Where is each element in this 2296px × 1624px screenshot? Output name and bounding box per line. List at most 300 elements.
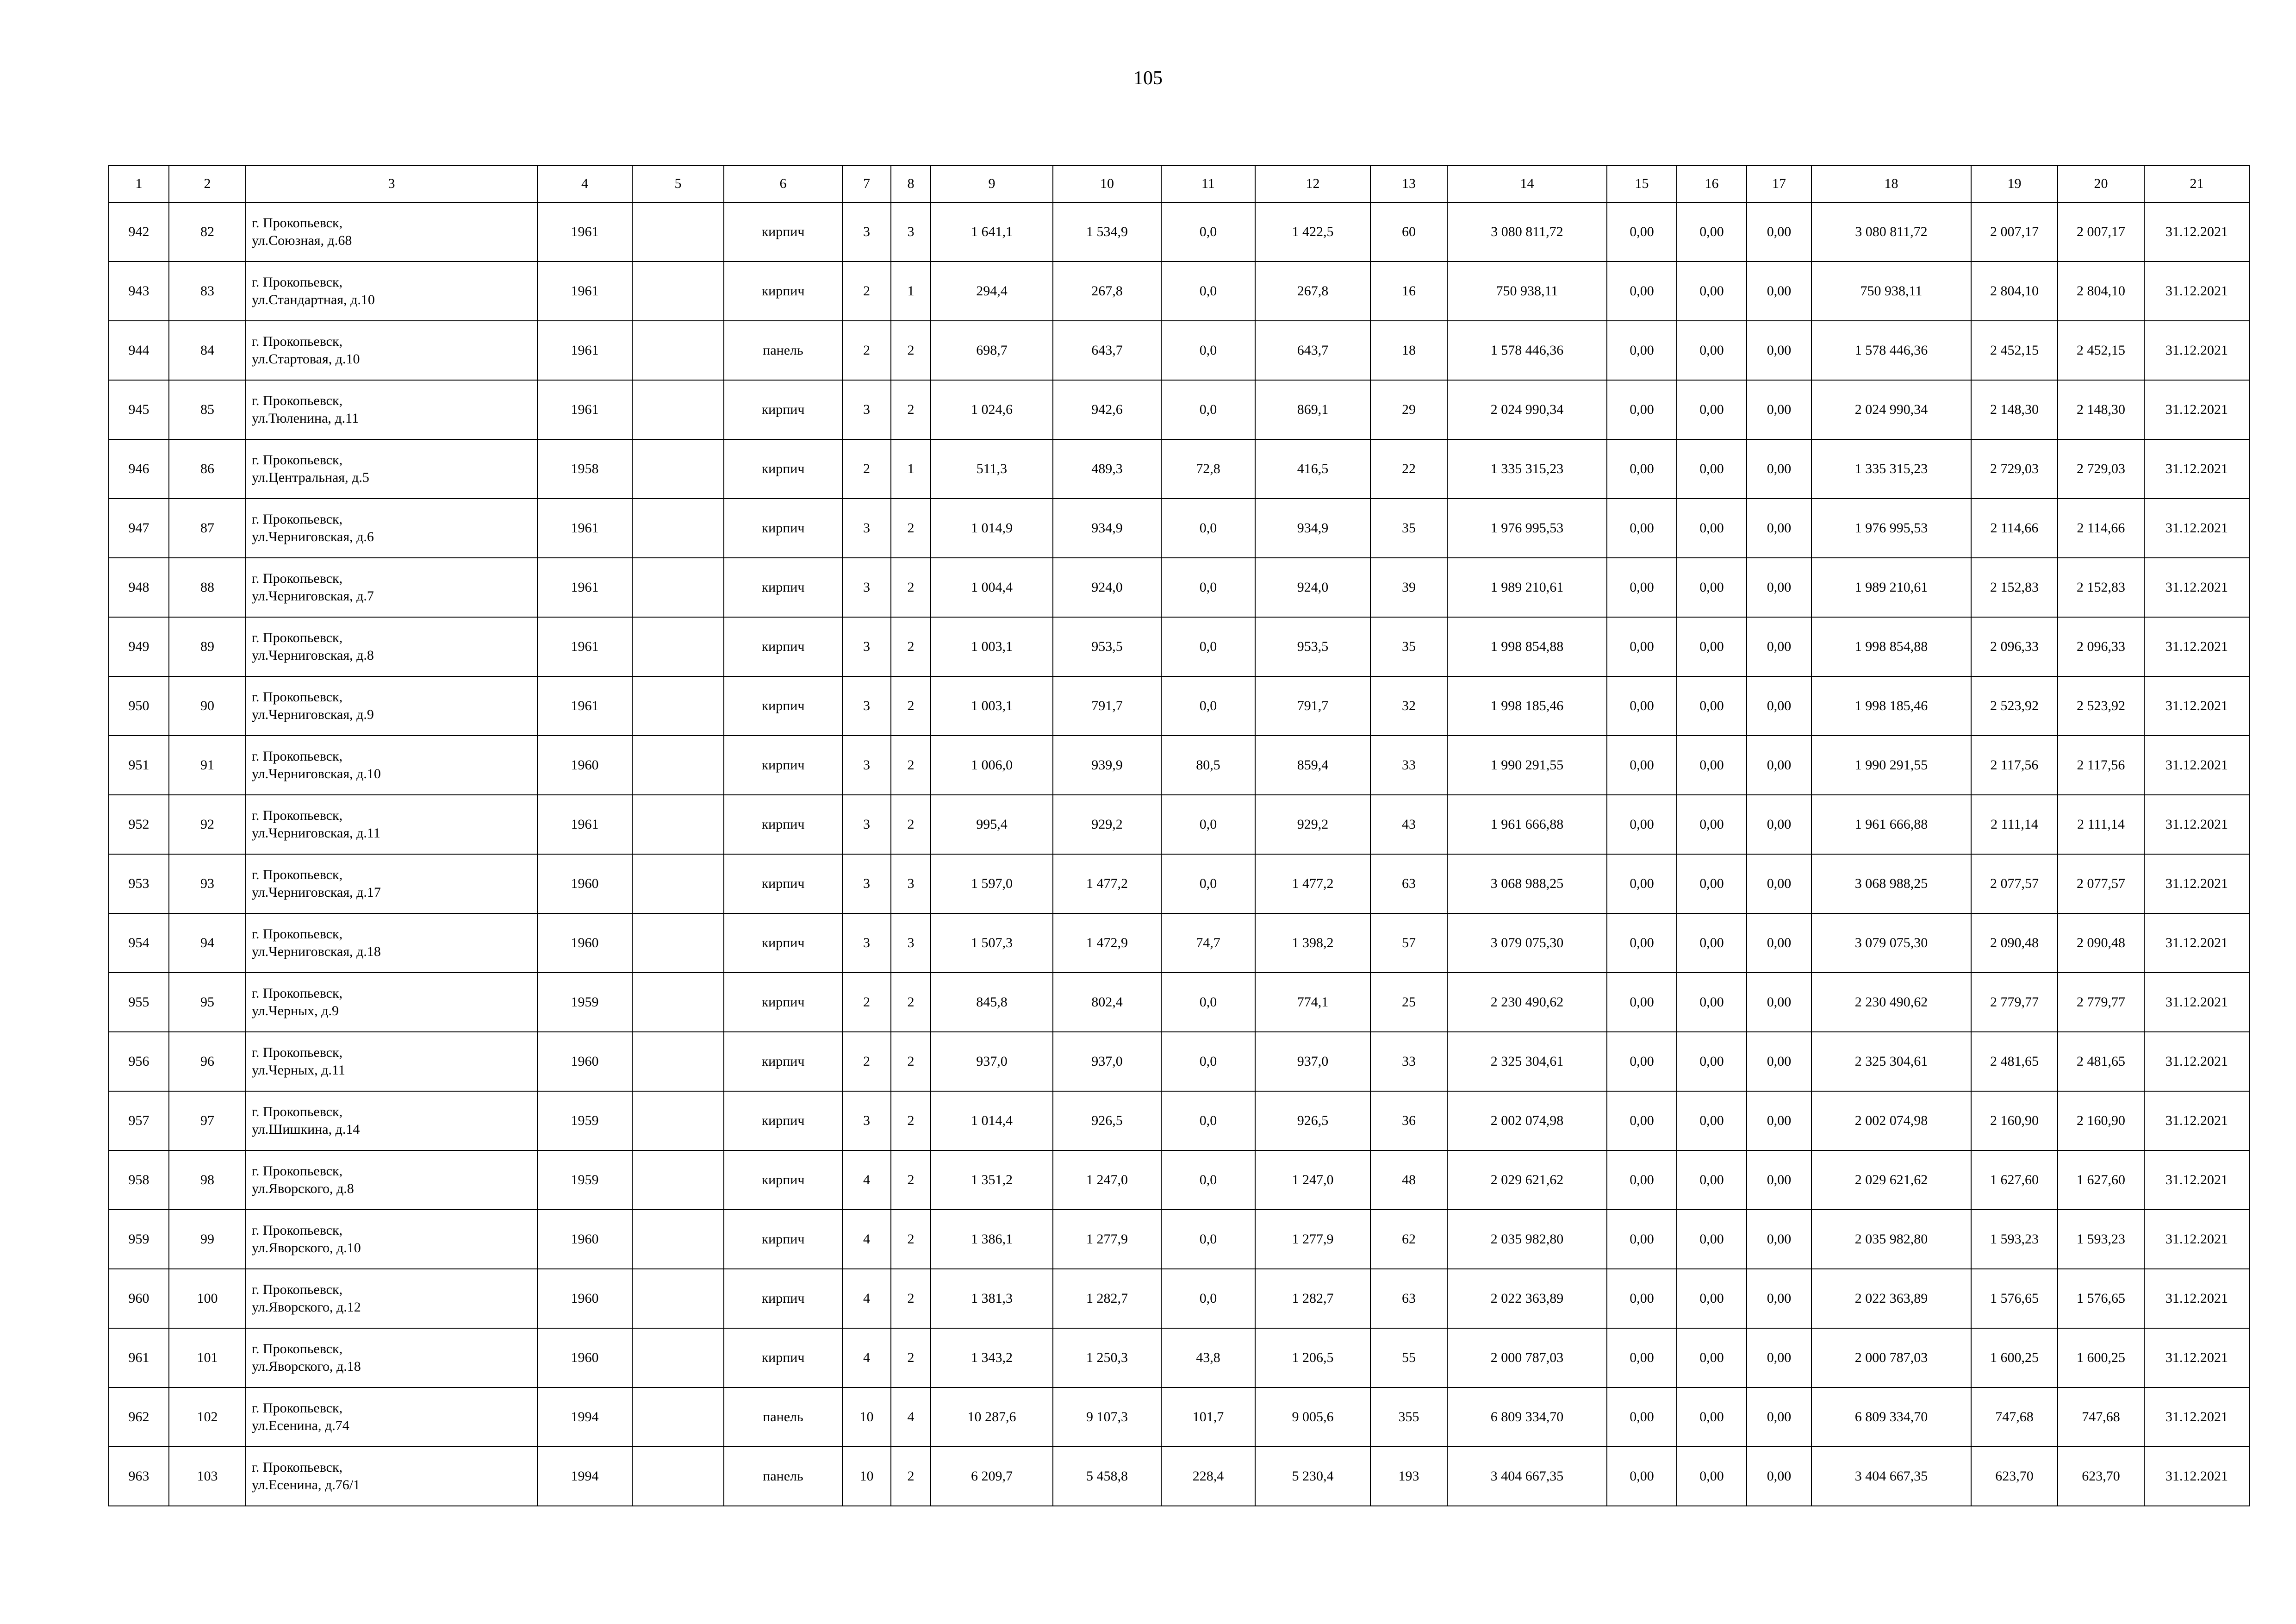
built-year: 1960	[537, 736, 632, 795]
total-cost: 2 022 363,89	[1447, 1269, 1607, 1328]
built-year: 1961	[537, 202, 632, 262]
living-area: 9 107,3	[1053, 1387, 1161, 1447]
residents: 39	[1370, 558, 1447, 617]
column-header-6: 6	[724, 165, 842, 202]
total-area: 511,3	[931, 439, 1053, 499]
floors: 3	[842, 854, 891, 913]
max-cost-per-m2: 1 576,65	[2058, 1269, 2144, 1328]
other-cost: 0,00	[1747, 499, 1811, 558]
col-5	[632, 795, 724, 854]
other-cost: 0,00	[1747, 558, 1811, 617]
address-street: ул.Черниговская, д.18	[252, 944, 381, 959]
built-year: 1961	[537, 262, 632, 321]
fund-cost: 0,00	[1607, 676, 1677, 736]
total-area: 1 006,0	[931, 736, 1053, 795]
col-5	[632, 439, 724, 499]
fund-cost: 0,00	[1607, 854, 1677, 913]
total-area: 1 381,3	[931, 1269, 1053, 1328]
col-5	[632, 262, 724, 321]
fund-cost: 0,00	[1607, 1328, 1677, 1387]
local-number: 94	[169, 913, 246, 973]
table-row	[109, 736, 2249, 795]
total-area: 1 014,9	[931, 499, 1053, 558]
col-5	[632, 1150, 724, 1210]
address-street: ул.Шишкина, д.14	[252, 1122, 360, 1137]
living-area: 802,4	[1053, 973, 1161, 1032]
col-5	[632, 1328, 724, 1387]
local-number: 100	[169, 1269, 246, 1328]
row-number: 946	[109, 439, 169, 499]
residential-area: 934,9	[1255, 499, 1370, 558]
budget-cost: 0,00	[1677, 795, 1747, 854]
other-cost: 0,00	[1747, 439, 1811, 499]
table-row	[109, 676, 2249, 736]
residents: 32	[1370, 676, 1447, 736]
budget-cost: 0,00	[1677, 1269, 1747, 1328]
local-number: 83	[169, 262, 246, 321]
residential-area: 1 277,9	[1255, 1210, 1370, 1269]
column-header-18: 18	[1811, 165, 1971, 202]
residential-area: 791,7	[1255, 676, 1370, 736]
living-area: 929,2	[1053, 795, 1161, 854]
other-cost: 0,00	[1747, 1387, 1811, 1447]
local-number: 102	[169, 1387, 246, 1447]
other-cost: 0,00	[1747, 913, 1811, 973]
budget-cost: 0,00	[1677, 1091, 1747, 1150]
entrances: 3	[891, 913, 931, 973]
column-header-10: 10	[1053, 165, 1161, 202]
floors: 2	[842, 973, 891, 1032]
living-area: 267,8	[1053, 262, 1161, 321]
column-header-7: 7	[842, 165, 891, 202]
built-year: 1960	[537, 854, 632, 913]
total-area: 1 386,1	[931, 1210, 1053, 1269]
living-area: 643,7	[1053, 321, 1161, 380]
living-area: 1 282,7	[1053, 1269, 1161, 1328]
residents: 25	[1370, 973, 1447, 1032]
entrances: 2	[891, 736, 931, 795]
deadline: 31.12.2021	[2144, 321, 2249, 380]
local-number: 82	[169, 202, 246, 262]
column-header-17: 17	[1747, 165, 1811, 202]
address-street: ул.Тюленина, д.11	[252, 411, 359, 426]
address-city: г. Прокопьевск,	[252, 867, 343, 882]
address-street: ул.Черниговская, д.6	[252, 529, 374, 544]
living-area: 5 458,8	[1053, 1447, 1161, 1506]
residential-area: 267,8	[1255, 262, 1370, 321]
residents: 33	[1370, 736, 1447, 795]
column-header-11: 11	[1161, 165, 1255, 202]
deadline: 31.12.2021	[2144, 439, 2249, 499]
fund-cost: 0,00	[1607, 262, 1677, 321]
other-cost: 0,00	[1747, 973, 1811, 1032]
built-year: 1960	[537, 1269, 632, 1328]
wall-material: кирпич	[724, 262, 842, 321]
floors: 2	[842, 439, 891, 499]
other-cost: 0,00	[1747, 1210, 1811, 1269]
column-header-4: 4	[537, 165, 632, 202]
total-area: 1 014,4	[931, 1091, 1053, 1150]
col-5	[632, 1447, 724, 1506]
fund-cost: 0,00	[1607, 736, 1677, 795]
built-year: 1960	[537, 1032, 632, 1091]
nonliving-area: 0,0	[1161, 1269, 1255, 1328]
wall-material: кирпич	[724, 1269, 842, 1328]
other-cost: 0,00	[1747, 202, 1811, 262]
table-row	[109, 854, 2249, 913]
wall-material: кирпич	[724, 202, 842, 262]
cost-per-m2: 2 152,83	[1971, 558, 2058, 617]
floors: 10	[842, 1387, 891, 1447]
residential-area: 5 230,4	[1255, 1447, 1370, 1506]
entrances: 2	[891, 1210, 931, 1269]
deadline: 31.12.2021	[2144, 736, 2249, 795]
max-cost-per-m2: 2 452,15	[2058, 321, 2144, 380]
budget-cost: 0,00	[1677, 1150, 1747, 1210]
living-area: 1 472,9	[1053, 913, 1161, 973]
address-city: г. Прокопьевск,	[252, 1282, 343, 1297]
address-city: г. Прокопьевск,	[252, 1460, 343, 1475]
residents: 22	[1370, 439, 1447, 499]
address	[246, 1269, 537, 1328]
col-5	[632, 676, 724, 736]
fund-cost: 0,00	[1607, 1387, 1677, 1447]
local-number: 101	[169, 1328, 246, 1387]
owner-cost: 1 578 446,36	[1811, 321, 1971, 380]
max-cost-per-m2: 2 114,66	[2058, 499, 2144, 558]
owner-cost: 3 404 667,35	[1811, 1447, 1971, 1506]
nonliving-area: 0,0	[1161, 321, 1255, 380]
row-number: 959	[109, 1210, 169, 1269]
deadline: 31.12.2021	[2144, 676, 2249, 736]
living-area: 1 247,0	[1053, 1150, 1161, 1210]
max-cost-per-m2: 747,68	[2058, 1387, 2144, 1447]
max-cost-per-m2: 1 627,60	[2058, 1150, 2144, 1210]
row-number: 943	[109, 262, 169, 321]
other-cost: 0,00	[1747, 262, 1811, 321]
col-5	[632, 913, 724, 973]
col-5	[632, 736, 724, 795]
budget-cost: 0,00	[1677, 499, 1747, 558]
nonliving-area: 0,0	[1161, 558, 1255, 617]
built-year: 1961	[537, 558, 632, 617]
total-cost: 2 230 490,62	[1447, 973, 1607, 1032]
other-cost: 0,00	[1747, 795, 1811, 854]
cost-per-m2: 2 729,03	[1971, 439, 2058, 499]
total-area: 1 351,2	[931, 1150, 1053, 1210]
entrances: 2	[891, 1269, 931, 1328]
local-number: 87	[169, 499, 246, 558]
total-cost: 2 029 621,62	[1447, 1150, 1607, 1210]
max-cost-per-m2: 1 593,23	[2058, 1210, 2144, 1269]
cost-per-m2: 2 090,48	[1971, 913, 2058, 973]
residential-area: 9 005,6	[1255, 1387, 1370, 1447]
wall-material: кирпич	[724, 1032, 842, 1091]
col-5	[632, 973, 724, 1032]
nonliving-area: 0,0	[1161, 1032, 1255, 1091]
cost-per-m2: 1 576,65	[1971, 1269, 2058, 1328]
total-cost: 1 989 210,61	[1447, 558, 1607, 617]
entrances: 2	[891, 617, 931, 676]
entrances: 2	[891, 676, 931, 736]
other-cost: 0,00	[1747, 1269, 1811, 1328]
entrances: 2	[891, 1150, 931, 1210]
nonliving-area: 0,0	[1161, 1150, 1255, 1210]
entrances: 4	[891, 1387, 931, 1447]
row-number: 945	[109, 380, 169, 439]
floors: 4	[842, 1269, 891, 1328]
entrances: 3	[891, 202, 931, 262]
cost-per-m2: 2 117,56	[1971, 736, 2058, 795]
fund-cost: 0,00	[1607, 321, 1677, 380]
address-street: ул.Яворского, д.12	[252, 1299, 361, 1315]
floors: 3	[842, 676, 891, 736]
total-cost: 1 998 854,88	[1447, 617, 1607, 676]
deadline: 31.12.2021	[2144, 1210, 2249, 1269]
residential-area: 643,7	[1255, 321, 1370, 380]
budget-cost: 0,00	[1677, 439, 1747, 499]
cost-per-m2: 2 779,77	[1971, 973, 2058, 1032]
residents: 62	[1370, 1210, 1447, 1269]
total-area: 10 287,6	[931, 1387, 1053, 1447]
address-city: г. Прокопьевск,	[252, 986, 343, 1001]
nonliving-area: 228,4	[1161, 1447, 1255, 1506]
column-header-5: 5	[632, 165, 724, 202]
total-cost: 1 578 446,36	[1447, 321, 1607, 380]
wall-material: кирпич	[724, 854, 842, 913]
built-year: 1961	[537, 676, 632, 736]
address	[246, 736, 537, 795]
living-area: 1 250,3	[1053, 1328, 1161, 1387]
built-year: 1961	[537, 321, 632, 380]
address-street: ул.Черниговская, д.8	[252, 648, 374, 663]
floors: 2	[842, 321, 891, 380]
residential-area: 924,0	[1255, 558, 1370, 617]
total-cost: 2 024 990,34	[1447, 380, 1607, 439]
address	[246, 1328, 537, 1387]
other-cost: 0,00	[1747, 617, 1811, 676]
table-row	[109, 973, 2249, 1032]
owner-cost: 3 068 988,25	[1811, 854, 1971, 913]
living-area: 1 534,9	[1053, 202, 1161, 262]
max-cost-per-m2: 2 481,65	[2058, 1032, 2144, 1091]
max-cost-per-m2: 2 523,92	[2058, 676, 2144, 736]
row-number: 948	[109, 558, 169, 617]
floors: 3	[842, 558, 891, 617]
buildings-table	[108, 165, 2250, 1506]
max-cost-per-m2: 2 779,77	[2058, 973, 2144, 1032]
other-cost: 0,00	[1747, 321, 1811, 380]
living-area: 489,3	[1053, 439, 1161, 499]
other-cost: 0,00	[1747, 380, 1811, 439]
entrances: 3	[891, 854, 931, 913]
deadline: 31.12.2021	[2144, 262, 2249, 321]
table-row	[109, 262, 2249, 321]
residents: 29	[1370, 380, 1447, 439]
address	[246, 1387, 537, 1447]
built-year: 1994	[537, 1387, 632, 1447]
address-street: ул.Черных, д.9	[252, 1003, 339, 1018]
address	[246, 676, 537, 736]
address-street: ул.Союзная, д.68	[252, 233, 352, 248]
deadline: 31.12.2021	[2144, 202, 2249, 262]
address	[246, 913, 537, 973]
fund-cost: 0,00	[1607, 439, 1677, 499]
other-cost: 0,00	[1747, 676, 1811, 736]
owner-cost: 3 079 075,30	[1811, 913, 1971, 973]
other-cost: 0,00	[1747, 1032, 1811, 1091]
cost-per-m2: 1 593,23	[1971, 1210, 2058, 1269]
wall-material: кирпич	[724, 736, 842, 795]
wall-material: кирпич	[724, 1091, 842, 1150]
built-year: 1961	[537, 795, 632, 854]
owner-cost: 2 024 990,34	[1811, 380, 1971, 439]
floors: 4	[842, 1150, 891, 1210]
fund-cost: 0,00	[1607, 202, 1677, 262]
wall-material: кирпич	[724, 1210, 842, 1269]
total-cost: 3 079 075,30	[1447, 913, 1607, 973]
other-cost: 0,00	[1747, 1328, 1811, 1387]
budget-cost: 0,00	[1677, 1387, 1747, 1447]
max-cost-per-m2: 2 148,30	[2058, 380, 2144, 439]
address	[246, 262, 537, 321]
address-city: г. Прокопьевск,	[252, 275, 343, 290]
entrances: 2	[891, 973, 931, 1032]
fund-cost: 0,00	[1607, 380, 1677, 439]
address-city: г. Прокопьевск,	[252, 808, 343, 823]
table-row	[109, 439, 2249, 499]
address	[246, 617, 537, 676]
residents: 33	[1370, 1032, 1447, 1091]
residents: 43	[1370, 795, 1447, 854]
floors: 10	[842, 1447, 891, 1506]
table-row	[109, 795, 2249, 854]
page-number: 105	[1133, 68, 1163, 89]
wall-material: кирпич	[724, 499, 842, 558]
address	[246, 558, 537, 617]
living-area: 934,9	[1053, 499, 1161, 558]
residents: 18	[1370, 321, 1447, 380]
cost-per-m2: 2 148,30	[1971, 380, 2058, 439]
row-number: 949	[109, 617, 169, 676]
residents: 35	[1370, 617, 1447, 676]
owner-cost: 1 990 291,55	[1811, 736, 1971, 795]
owner-cost: 1 998 854,88	[1811, 617, 1971, 676]
table-row	[109, 913, 2249, 973]
budget-cost: 0,00	[1677, 1328, 1747, 1387]
col-5	[632, 558, 724, 617]
residential-area: 937,0	[1255, 1032, 1370, 1091]
nonliving-area: 43,8	[1161, 1328, 1255, 1387]
table-row	[109, 1032, 2249, 1091]
address-street: ул.Черниговская, д.10	[252, 766, 381, 781]
address-street: ул.Есенина, д.74	[252, 1418, 349, 1433]
fund-cost: 0,00	[1607, 913, 1677, 973]
deadline: 31.12.2021	[2144, 795, 2249, 854]
deadline: 31.12.2021	[2144, 380, 2249, 439]
budget-cost: 0,00	[1677, 676, 1747, 736]
address	[246, 1032, 537, 1091]
owner-cost: 2 230 490,62	[1811, 973, 1971, 1032]
residential-area: 929,2	[1255, 795, 1370, 854]
max-cost-per-m2: 2 077,57	[2058, 854, 2144, 913]
address-street: ул.Черниговская, д.11	[252, 825, 380, 841]
column-header-20: 20	[2058, 165, 2144, 202]
local-number: 85	[169, 380, 246, 439]
nonliving-area: 80,5	[1161, 736, 1255, 795]
cost-per-m2: 747,68	[1971, 1387, 2058, 1447]
cost-per-m2: 2 007,17	[1971, 202, 2058, 262]
address-city: г. Прокопьевск,	[252, 571, 343, 586]
nonliving-area: 101,7	[1161, 1387, 1255, 1447]
owner-cost: 1 998 185,46	[1811, 676, 1971, 736]
fund-cost: 0,00	[1607, 795, 1677, 854]
cost-per-m2: 2 804,10	[1971, 262, 2058, 321]
column-header-1: 1	[109, 165, 169, 202]
total-area: 698,7	[931, 321, 1053, 380]
owner-cost: 2 035 982,80	[1811, 1210, 1971, 1269]
budget-cost: 0,00	[1677, 973, 1747, 1032]
total-area: 1 507,3	[931, 913, 1053, 973]
residents: 57	[1370, 913, 1447, 973]
built-year: 1961	[537, 380, 632, 439]
owner-cost: 1 335 315,23	[1811, 439, 1971, 499]
address-street: ул.Яворского, д.8	[252, 1181, 354, 1196]
local-number: 95	[169, 973, 246, 1032]
cost-per-m2: 1 600,25	[1971, 1328, 2058, 1387]
row-number: 944	[109, 321, 169, 380]
entrances: 2	[891, 1032, 931, 1091]
other-cost: 0,00	[1747, 736, 1811, 795]
total-area: 1 004,4	[931, 558, 1053, 617]
cost-per-m2: 2 077,57	[1971, 854, 2058, 913]
local-number: 88	[169, 558, 246, 617]
local-number: 93	[169, 854, 246, 913]
fund-cost: 0,00	[1607, 1210, 1677, 1269]
owner-cost: 750 938,11	[1811, 262, 1971, 321]
cost-per-m2: 2 111,14	[1971, 795, 2058, 854]
residential-area: 1 206,5	[1255, 1328, 1370, 1387]
total-area: 1 343,2	[931, 1328, 1053, 1387]
column-header-2: 2	[169, 165, 246, 202]
fund-cost: 0,00	[1607, 973, 1677, 1032]
address	[246, 973, 537, 1032]
budget-cost: 0,00	[1677, 913, 1747, 973]
residential-area: 1 398,2	[1255, 913, 1370, 973]
wall-material: кирпич	[724, 380, 842, 439]
column-header-9: 9	[931, 165, 1053, 202]
total-area: 294,4	[931, 262, 1053, 321]
total-area: 1 641,1	[931, 202, 1053, 262]
built-year: 1961	[537, 499, 632, 558]
address-city: г. Прокопьевск,	[252, 452, 343, 468]
fund-cost: 0,00	[1607, 499, 1677, 558]
max-cost-per-m2: 1 600,25	[2058, 1328, 2144, 1387]
floors: 3	[842, 617, 891, 676]
nonliving-area: 0,0	[1161, 262, 1255, 321]
row-number: 960	[109, 1269, 169, 1328]
other-cost: 0,00	[1747, 1447, 1811, 1506]
residents: 63	[1370, 854, 1447, 913]
cost-per-m2: 2 481,65	[1971, 1032, 2058, 1091]
living-area: 1 277,9	[1053, 1210, 1161, 1269]
deadline: 31.12.2021	[2144, 854, 2249, 913]
local-number: 89	[169, 617, 246, 676]
living-area: 939,9	[1053, 736, 1161, 795]
entrances: 2	[891, 558, 931, 617]
total-cost: 1 998 185,46	[1447, 676, 1607, 736]
address	[246, 1210, 537, 1269]
